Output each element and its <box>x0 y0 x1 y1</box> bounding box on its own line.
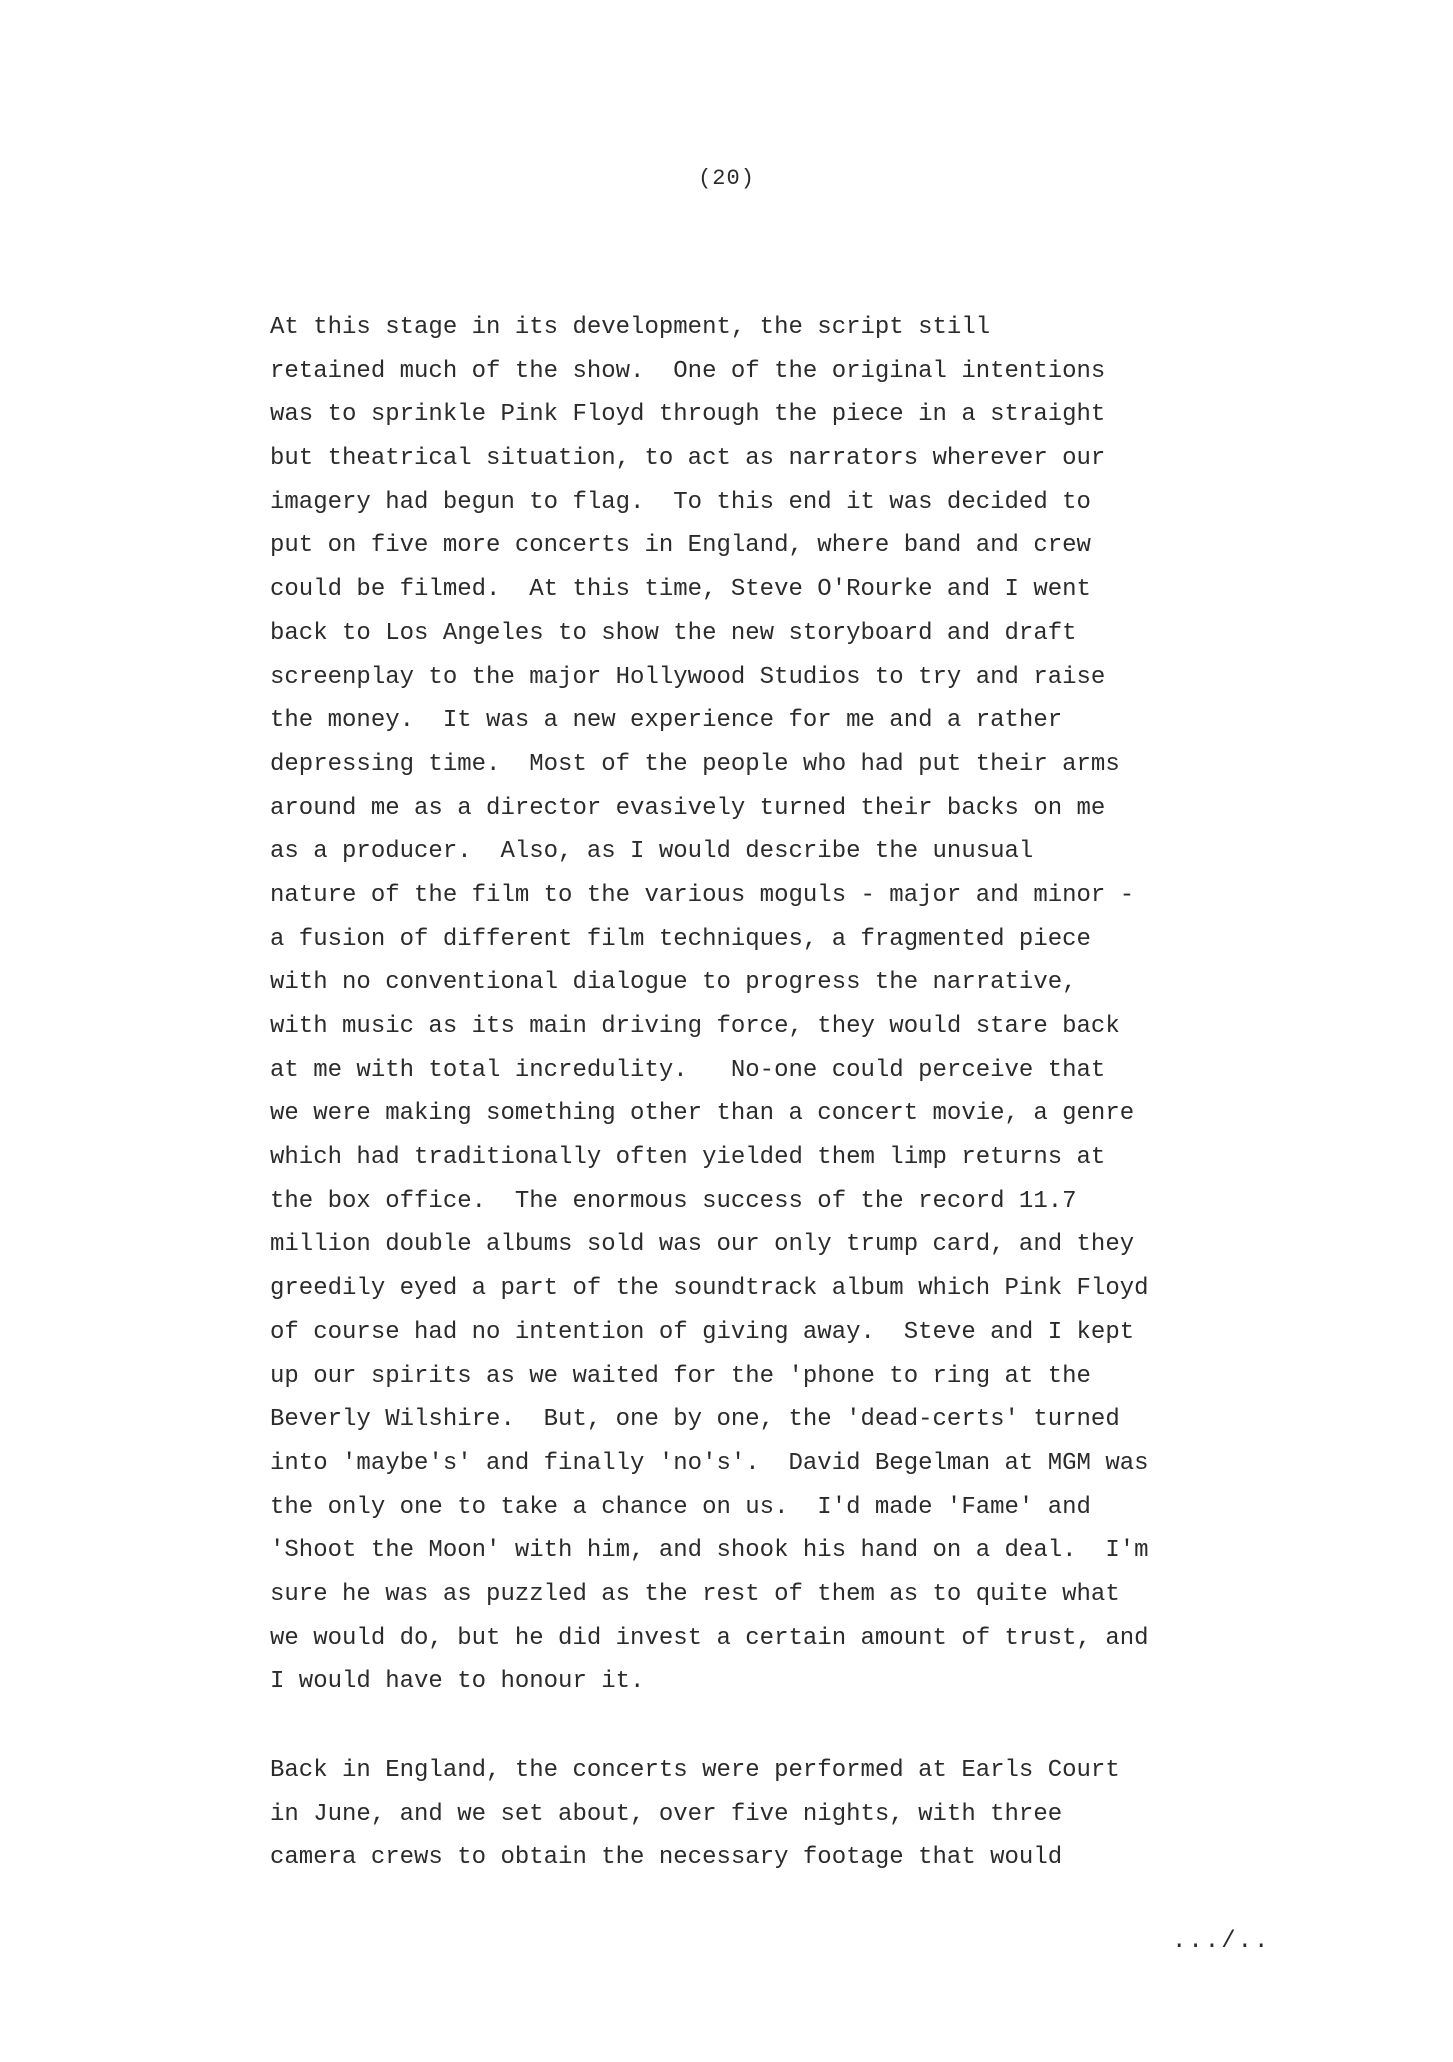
text-line: of course had no intention of giving away. Steve and I kept <box>270 1318 1135 1346</box>
text-line: around me as a director evasively turned their backs on me <box>270 794 1106 822</box>
text-line: depressing time. Most of the people who had put their arms <box>270 750 1120 778</box>
text-line: million double albums sold was our only trump card, and they <box>270 1231 1135 1259</box>
text-line: with no conventional dialogue to progress the narrative, <box>270 969 1077 997</box>
text-line: sure he was as puzzled as the rest of them as to quite what <box>270 1580 1120 1608</box>
text-line: At this stage in its development, the script still <box>270 314 991 341</box>
text-line: in June, and we set about, over five nights, with three <box>270 1800 1063 1828</box>
text-line: imagery had begun to flag. To this end it was decided to <box>270 488 1091 516</box>
text-line: as a producer. Also, as I would describe the unusual <box>270 838 1034 866</box>
text-line: Back in England, the concerts were performed at Earls Court <box>270 1757 1120 1784</box>
text-line: at me with total incredulity. No-one could perceive that <box>270 1056 1106 1084</box>
text-line: with music as its main driving force, they would stare back <box>270 1013 1120 1040</box>
text-line: greedily eyed a part of the soundtrack album which Pink Floyd <box>270 1275 1149 1303</box>
text-line: I would have to honour it. <box>270 1668 645 1696</box>
text-line: which had traditionally often yielded them limp returns at <box>270 1144 1106 1172</box>
text-line: the money. It was a new experience for me and a rather <box>270 707 1063 735</box>
text-line: screenplay to the major Hollywood Studios to try and raise <box>270 663 1106 691</box>
text-line: retained much of the show. One of the original intentions <box>270 357 1106 385</box>
text-line: nature of the film to the various moguls - major and minor - <box>270 881 1135 909</box>
text-line: back to Los Angeles to show the new storyboard and draft <box>270 619 1077 647</box>
text-line: Beverly Wilshire. But, one by one, the 'dead-certs' turned <box>270 1406 1120 1434</box>
text-line: put on five more concerts in England, where band and crew <box>270 532 1091 560</box>
text-line: we would do, but he did invest a certain amount of trust, and <box>270 1624 1149 1652</box>
text-line: was to sprinkle Pink Floyd through the piece in a straight <box>270 401 1106 429</box>
text-line: we were making something other than a concert movie, a genre <box>270 1100 1135 1128</box>
text-line: the only one to take a chance on us. I'd made 'Fame' and <box>270 1493 1091 1521</box>
continuation-mark: .../.. <box>1172 1928 1271 1955</box>
text-line: camera crews to obtain the necessary footage that would <box>270 1844 1063 1872</box>
page-number: (20) <box>698 166 755 191</box>
text-line: 'Shoot the Moon' with him, and shook his hand on a deal. I'm <box>270 1537 1149 1565</box>
paragraph-1 <box>270 306 1350 1704</box>
text-line: could be filmed. At this time, Steve O'Rourke and I went <box>270 576 1091 604</box>
text-line: but theatrical situation, to act as narrators wherever our <box>270 445 1106 473</box>
text-line: the box office. The enormous success of the record 11.7 <box>270 1187 1077 1215</box>
text-line: into 'maybe's' and finally 'no's'. David Begelman at MGM was <box>270 1449 1149 1477</box>
text-line: up our spirits as we waited for the 'phone to ring at the <box>270 1362 1091 1390</box>
text-line: a fusion of different film techniques, a fragmented piece <box>270 925 1091 953</box>
paragraph-2 <box>270 1749 1350 1880</box>
